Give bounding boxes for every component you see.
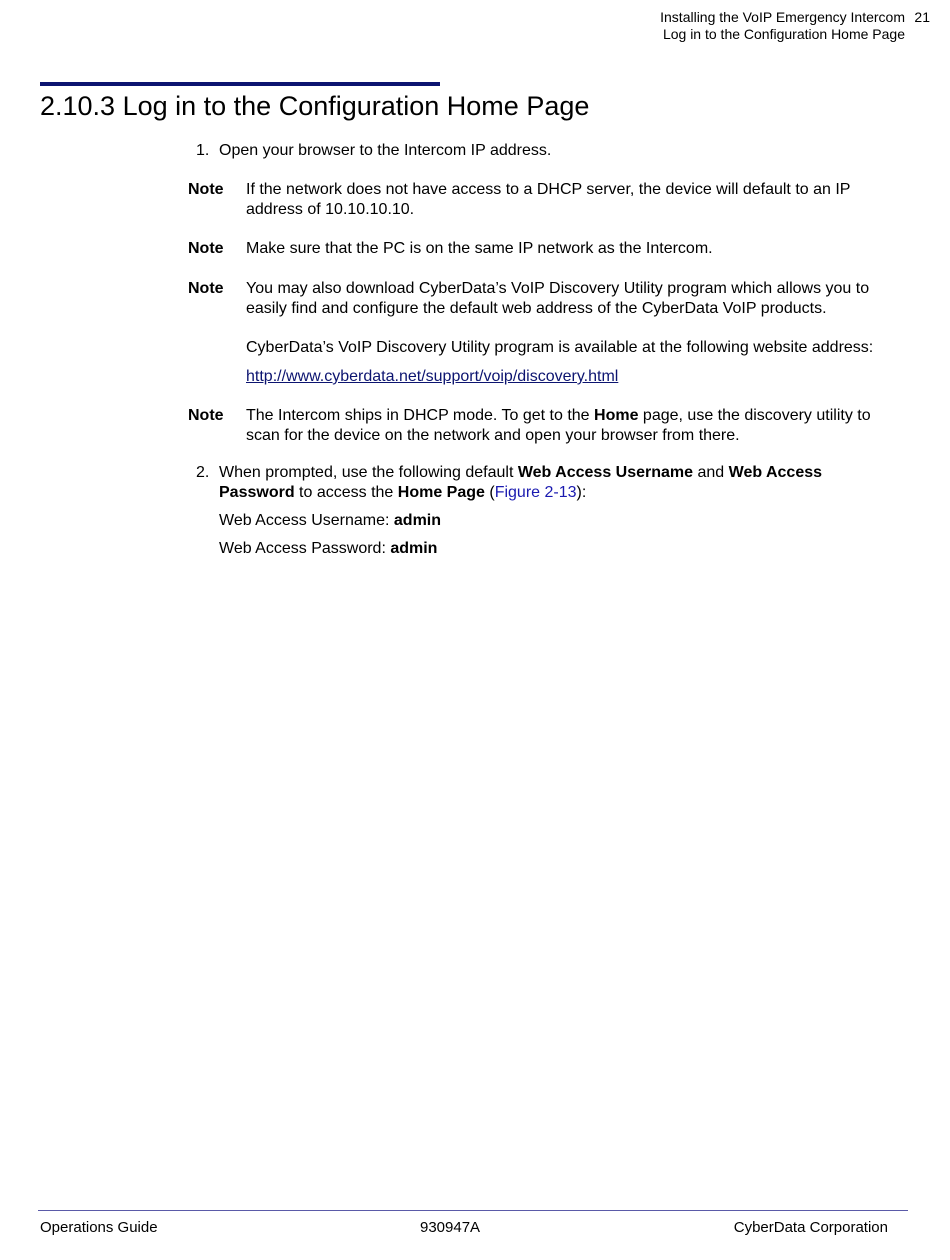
footer-rule — [38, 1210, 908, 1211]
step-2-number: 2. — [196, 464, 210, 481]
discovery-availability-text: CyberData’s VoIP Discovery Utility program is available at the following website address: — [246, 339, 874, 356]
note-label: Note — [188, 280, 224, 297]
password-value: admin — [390, 540, 438, 557]
note-label: Note — [188, 240, 224, 257]
footer-right: CyberData Corporation — [733, 1219, 888, 1236]
header-section: Log in to the Configuration Home Page — [662, 26, 905, 42]
figure-2-13-link[interactable]: Figure 2-13 — [494, 484, 577, 501]
username-line — [219, 511, 441, 531]
step-1-text: Open your browser to the Intercom IP address. — [219, 142, 552, 159]
note-label: Note — [188, 407, 224, 424]
header-chapter: Installing the VoIP Emergency Intercom — [660, 9, 905, 25]
password-label: Web Access Password: — [219, 540, 391, 557]
section-rule — [40, 82, 440, 86]
home-bold: Home — [594, 407, 639, 424]
note-label: Note — [188, 181, 224, 198]
page-number: 21 — [914, 9, 930, 25]
note-2-text: Make sure that the PC is on the same IP network as the Intercom. — [246, 240, 713, 257]
footer-center: 930947A — [420, 1219, 481, 1236]
note-4-text: The Intercom ships in DHCP mode. To get to the Home page, use the discovery utility to scan for the device on the network and open your browser from there. — [246, 407, 871, 444]
discovery-utility-link[interactable]: http://www.cyberdata.net/support/voip/discovery.html — [246, 368, 619, 385]
note-3-text: You may also download CyberData’s VoIP Discovery Utility program which allows you to easily find and configure the default web address of the CyberData VoIP products. — [246, 280, 870, 317]
username-value: admin — [393, 512, 442, 529]
step-1-number: 1. — [196, 142, 210, 159]
discovery-link-container — [246, 367, 896, 387]
note-1-text: If the network does not have access to a DHCP server, the device will default to an IP address of 10.10.10.10. — [246, 181, 851, 218]
step-2-text: When prompted, use the following default Web Access Username and Web Access Password to access the Home Page (Figure 2-13): — [219, 464, 823, 501]
section-title: 2.10.3 Log in to the Configuration Home Page — [40, 91, 590, 121]
username-label: Web Access Username: — [219, 512, 394, 529]
footer-left: Operations Guide — [40, 1219, 158, 1236]
password-line — [219, 539, 437, 559]
